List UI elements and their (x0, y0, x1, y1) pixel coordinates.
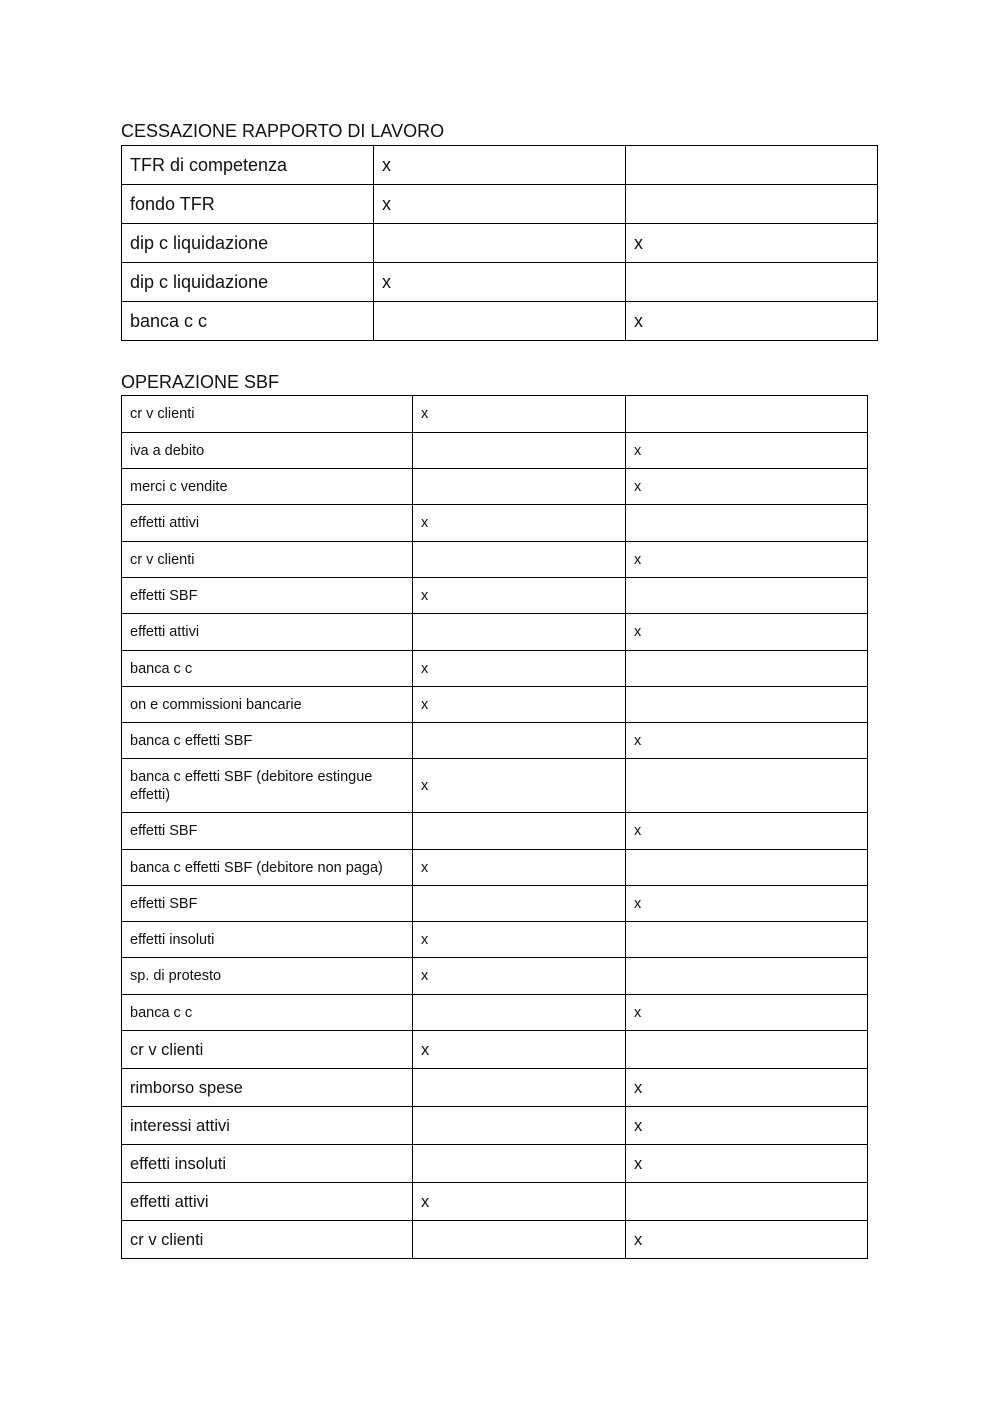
row-label-cell: dip c liquidazione (122, 263, 374, 302)
row-label-cell: banca c c (122, 302, 374, 341)
credit-mark-cell (626, 185, 878, 224)
table-row (122, 687, 868, 723)
table-row (122, 1145, 868, 1183)
credit-mark-cell: x (626, 469, 868, 505)
credit-mark-cell: x (626, 224, 878, 263)
table-row (122, 224, 878, 263)
table-row (122, 651, 868, 687)
debit-mark-cell (413, 886, 626, 922)
table-row (122, 185, 878, 224)
credit-mark-cell: x (626, 1221, 868, 1259)
row-label-cell: banca c effetti SBF (122, 723, 413, 759)
credit-mark-cell: x (626, 886, 868, 922)
credit-mark-cell: x (626, 723, 868, 759)
row-label-cell: effetti attivi (122, 614, 413, 651)
table-row (122, 146, 878, 185)
debit-mark-cell (413, 469, 626, 505)
credit-mark-cell (626, 651, 868, 687)
table-row (122, 1031, 868, 1069)
debit-mark-cell: x (374, 185, 626, 224)
credit-mark-cell: x (626, 542, 868, 578)
row-label-cell: cr v clienti (122, 1031, 413, 1069)
credit-mark-cell: x (626, 995, 868, 1031)
credit-mark-cell: x (626, 302, 878, 341)
credit-mark-cell (626, 922, 868, 958)
table-row (122, 886, 868, 922)
section-title-sbf: OPERAZIONE SBF (121, 372, 280, 392)
row-label-cell: effetti SBF (122, 813, 413, 850)
credit-mark-cell (626, 1031, 868, 1069)
credit-mark-cell (626, 505, 868, 542)
table-row (122, 542, 868, 578)
row-label-cell: sp. di protesto (122, 958, 413, 995)
debit-mark-cell: x (413, 1031, 626, 1069)
debit-mark-cell (413, 433, 626, 469)
table-row (122, 1183, 868, 1221)
row-label-cell: cr v clienti (122, 1221, 413, 1259)
debit-mark-cell (413, 1069, 626, 1107)
row-label-cell: on e commissioni bancarie (122, 687, 413, 723)
credit-mark-cell (626, 263, 878, 302)
debit-mark-cell (413, 1145, 626, 1183)
row-label-cell: effetti SBF (122, 886, 413, 922)
credit-mark-cell (626, 1183, 868, 1221)
debit-mark-cell: x (413, 687, 626, 723)
credit-mark-cell: x (626, 813, 868, 850)
table-row (122, 958, 868, 995)
row-label-cell: cr v clienti (122, 396, 413, 433)
debit-mark-cell: x (413, 651, 626, 687)
debit-mark-cell: x (413, 396, 626, 433)
credit-mark-cell (626, 759, 868, 813)
debit-mark-cell (413, 1221, 626, 1259)
debit-mark-cell (413, 614, 626, 651)
table-row (122, 469, 868, 505)
debit-mark-cell: x (374, 263, 626, 302)
credit-mark-cell: x (626, 1107, 868, 1145)
credit-mark-cell: x (626, 614, 868, 651)
row-label-cell: effetti SBF (122, 578, 413, 614)
debit-mark-cell (413, 995, 626, 1031)
debit-mark-cell (413, 723, 626, 759)
credit-mark-cell: x (626, 1145, 868, 1183)
table-row (122, 723, 868, 759)
credit-mark-cell (626, 958, 868, 995)
table-row (122, 505, 868, 542)
row-label-cell: banca c effetti SBF (debitore non paga) (122, 850, 413, 886)
row-label-cell: fondo TFR (122, 185, 374, 224)
row-label-cell: banca c c (122, 995, 413, 1031)
row-label-cell: dip c liquidazione (122, 224, 374, 263)
row-label-cell: TFR di competenza (122, 146, 374, 185)
table-row (122, 263, 878, 302)
row-label-cell: effetti attivi (122, 1183, 413, 1221)
debit-mark-cell (413, 542, 626, 578)
row-label-cell: banca c c (122, 651, 413, 687)
credit-mark-cell: x (626, 433, 868, 469)
table-row (122, 813, 868, 850)
table-row (122, 433, 868, 469)
table-row (122, 1069, 868, 1107)
table-sbf (121, 395, 868, 1259)
table-cessazione (121, 145, 878, 341)
table-row (122, 922, 868, 958)
section-title-cessazione: CESSAZIONE RAPPORTO DI LAVORO (121, 121, 445, 141)
debit-mark-cell (413, 1107, 626, 1145)
debit-mark-cell: x (413, 922, 626, 958)
credit-mark-cell (626, 396, 868, 433)
table-row (122, 302, 878, 341)
row-label-cell: rimborso spese (122, 1069, 413, 1107)
credit-mark-cell: x (626, 1069, 868, 1107)
credit-mark-cell (626, 146, 878, 185)
debit-mark-cell: x (413, 578, 626, 614)
table-row (122, 995, 868, 1031)
row-label-cell: effetti insoluti (122, 1145, 413, 1183)
table-row (122, 614, 868, 651)
debit-mark-cell (374, 224, 626, 263)
table-row (122, 850, 868, 886)
debit-mark-cell: x (413, 505, 626, 542)
row-label-cell: merci c vendite (122, 469, 413, 505)
row-label-cell: cr v clienti (122, 542, 413, 578)
table-row (122, 1221, 868, 1259)
credit-mark-cell (626, 687, 868, 723)
debit-mark-cell: x (413, 759, 626, 813)
row-label-cell: banca c effetti SBF (debitore estingue effetti) (122, 759, 413, 813)
credit-mark-cell (626, 850, 868, 886)
debit-mark-cell (413, 813, 626, 850)
debit-mark-cell: x (374, 146, 626, 185)
table-row (122, 578, 868, 614)
table-row (122, 396, 868, 433)
credit-mark-cell (626, 578, 868, 614)
debit-mark-cell: x (413, 850, 626, 886)
row-label-cell: interessi attivi (122, 1107, 413, 1145)
debit-mark-cell (374, 302, 626, 341)
debit-mark-cell: x (413, 958, 626, 995)
debit-mark-cell: x (413, 1183, 626, 1221)
row-label-cell: effetti insoluti (122, 922, 413, 958)
table-row (122, 759, 868, 813)
row-label-cell: iva a debito (122, 433, 413, 469)
table-row (122, 1107, 868, 1145)
row-label-cell: effetti attivi (122, 505, 413, 542)
